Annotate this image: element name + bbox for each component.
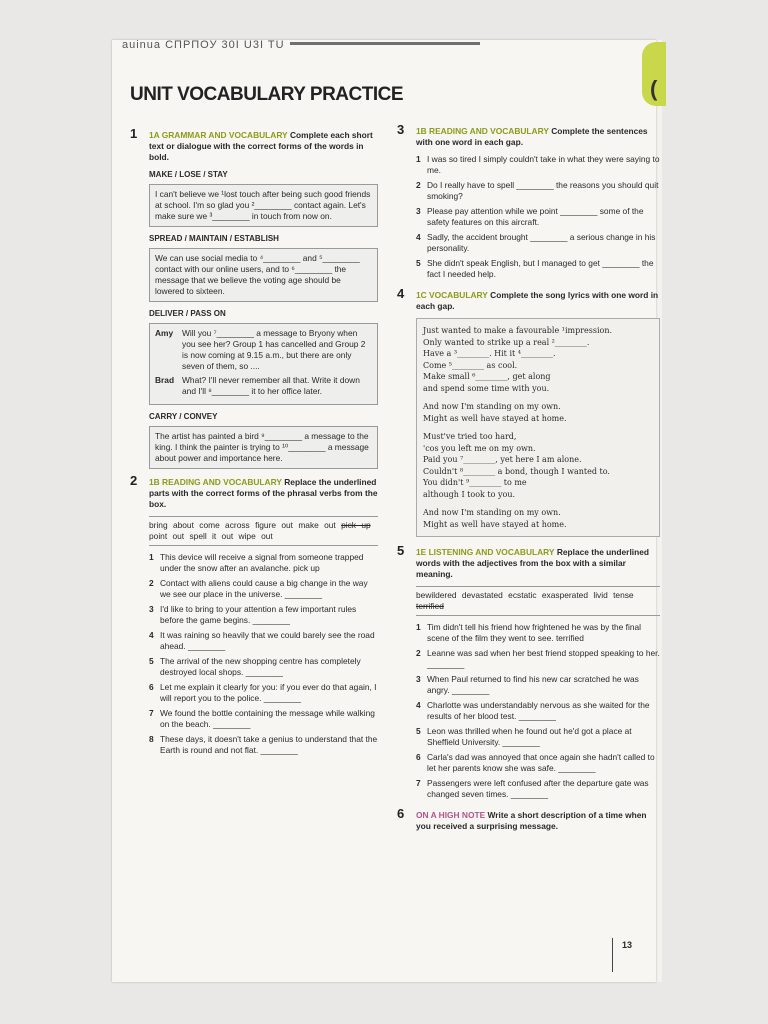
lyric-line: Come ⁵________ as cool. [423,360,518,370]
word-group-label: CARRY / CONVEY [149,412,218,421]
list-item [149,630,378,652]
item-number: 4 [149,630,154,640]
box-word-used: pick up [341,520,371,530]
item-text: It was raining so heavily that we could barely see the road ahead. ________ [160,630,375,651]
word-box [149,516,378,546]
exercise-tag: 1E LISTENING AND VOCABULARY [416,547,555,557]
left-column [128,126,378,760]
item-text: She didn't speak English, but I managed to get ________ the fact I needed help. [427,258,654,279]
box-word: livid [593,590,608,600]
exercise-number: 2 [130,473,138,488]
box-word: wipe out [238,531,273,541]
dialogue-line [155,328,372,372]
text-box: The artist has painted a bird ⁹________ a message to the king. I think the painter is trying to ¹⁰________ a message about power and importance here. [149,426,378,469]
item-text: Sadly, the accident brought ________ a serious change in his personality. [427,232,656,253]
exercise-instruction: Complete the sentences with one word in each gap. [416,126,648,147]
lyrics-stanza [423,325,653,394]
box-word: exasperated [541,590,588,600]
exercise-number: 5 [397,543,405,558]
exercise-instruction: Complete the song lyrics with one word in each gap. [416,290,659,311]
box-word: figure out [255,520,293,530]
item-text: I'd like to bring to your attention a few important rules before the game begins. ________ [160,604,357,625]
box-word: come across [199,520,250,530]
list-item [416,752,660,774]
text-box: We can use social media to ⁴________ and ⁵________ contact with our online users, and to ⁶________ the message that we believe the voting age should be lowered to sixteen. [149,248,378,302]
exercise-2 [128,473,378,510]
box-word: tense [613,590,634,600]
item-text: We found the bottle containing the message while walking on the beach. ________ [160,708,375,729]
word-group-label: SPREAD / MAINTAIN / ESTABLISH [149,234,279,243]
exercise-instruction: Write a short description of a time when you received a surprising message. [416,810,647,831]
item-text: Tim didn't tell his friend how frightened he was by the final scene of the film they went to see. terrified [427,622,642,643]
song-lyrics-box [416,318,660,537]
exercise-number: 1 [130,126,138,141]
item-number: 2 [416,180,421,190]
item-text: When Paul returned to find his new car scratched he was angry. ________ [427,674,639,695]
exercise-tag: 1B READING AND VOCABULARY [416,126,549,136]
box-word-used: terrified [416,601,444,611]
item-number: 4 [416,700,421,710]
list-item [416,726,660,748]
list-item [416,258,660,280]
item-text: These days, it doesn't take a genius to understand that the Earth is round and not flat. ________ [160,734,378,755]
list-item [149,682,378,704]
page-number-rule [612,938,613,972]
item-text: Passengers were left confused after the departure gate was changed seven times. ________ [427,778,649,799]
speaker-text: Will you ⁷________ a message to Bryony when you see her? Group 1 has cancelled and Group 2 is now coming at 9.15 a.m., but there are only seven of them, so .... [182,328,366,371]
dialogue-box [149,323,378,405]
item-number: 7 [149,708,154,718]
speaker-name: Brad [155,375,175,385]
item-text: This device will receive a signal from someone trapped under the snow after an avalanche. pick up [160,552,364,573]
exercise-tag: 1B READING AND VOCABULARY [149,477,282,487]
box-word: spell it out [189,531,234,541]
item-text: Leanne was sad when her best friend stopped speaking to her. ________ [427,648,660,669]
exercise-6 [395,806,660,832]
list-item [416,778,660,800]
lyrics-stanza [423,401,653,424]
lyric-line: and spend some time with you. [423,383,550,393]
box-word: point out [149,531,185,541]
lyric-line: Make small ⁶________, get along [423,372,551,381]
item-number: 1 [149,552,154,562]
lyric-line: Might as well have stayed at home. [423,413,567,423]
item-number: 2 [416,648,421,658]
item-text: Charlotte was understandably nervous as she waited for the results of her blood test. ________ [427,700,650,721]
list-item [149,552,378,574]
word-group-label: MAKE / LOSE / STAY [149,170,228,179]
item-number: 8 [149,734,154,744]
item-number: 4 [416,232,421,242]
list-item [149,656,378,678]
box-word: devastated [461,590,503,600]
list-item [416,154,660,176]
exercise-number: 4 [397,286,405,301]
item-number: 5 [149,656,154,666]
textbook-page [112,39,660,982]
lyric-line: Only wanted to strike up a real ²________. [423,337,590,347]
exercise-instruction: Replace the underlined parts with the correct forms of the phrasal verbs from the box. [149,477,378,509]
list-item [416,700,660,722]
item-number: 2 [149,578,154,588]
box-word: make out [298,520,336,530]
box-word: bring about [149,520,194,530]
page-number: 13 [622,940,633,950]
lyric-line: Might as well have stayed at home. [423,519,567,529]
item-text: Contact with aliens could cause a big change in the way we see our place in the universe. ________ [160,578,368,599]
item-number: 7 [416,778,421,788]
exercise-5 [395,543,660,580]
exercise-number: 6 [397,806,405,821]
exercise-instruction: Complete each short text or dialogue with the correct forms of the words in bold. [149,130,373,162]
lyric-line: Have a ³________. Hit it ⁴________. [423,349,556,358]
list-item [149,734,378,756]
item-text: Carla's dad was annoyed that once again she hadn't called to let her parents know she was safe. ________ [427,752,655,773]
item-number: 1 [416,154,421,164]
box-word: ecstatic [508,590,537,600]
text-box: I can't believe we ¹lost touch after being such good friends at school. I'm so glad you ²________ contact again. Let's make sure we ³________ in touch from now on. [149,184,378,227]
header-rule [290,42,480,45]
lyric-line: And now I'm standing on my own. [423,402,561,411]
list-item [416,232,660,254]
item-number: 5 [416,726,421,736]
exercise-instruction: Replace the underlined words with the adjectives from the box with a similar meaning. [416,547,649,579]
word-box [416,586,660,616]
lyric-line: although I took to you. [423,489,516,499]
unit-tab-letter: ( [650,76,658,101]
box-word: bewildered [416,590,457,600]
exercise-4 [395,286,660,312]
exercise-3 [395,122,660,148]
item-text: Let me explain it clearly for you: if you ever do that again, I will report you to the police. ________ [160,682,377,703]
exercise-tag: 1C VOCABULARY [416,290,488,300]
exercise-tag: ON A HIGH NOTE [416,810,486,820]
item-text: Leon was thrilled when he found out he'd got a place at Sheffield University. ________ [427,726,632,747]
exercise-number: 3 [397,122,405,137]
item-text: Do I really have to spell ________ the reasons you should quit smoking? [427,180,659,201]
item-text: The arrival of the new shopping centre has completely destroyed local shops. ________ [160,656,361,677]
lyric-line: Just wanted to make a favourable ¹impression. [423,326,613,335]
right-column [395,122,660,838]
item-number: 1 [416,622,421,632]
speaker-name: Amy [155,328,174,338]
list-item [416,206,660,228]
item-number: 3 [149,604,154,614]
speaker-text: What? I'll never remember all that. Write it down and I'll ⁸________ it to her office later. [182,375,360,396]
list-item [416,648,660,670]
lyric-line: You didn't ⁹________ to me [423,478,527,487]
exercise-1 [128,126,378,163]
lyric-line: And now I'm standing on my own. [423,508,561,517]
lyric-line: Paid you ⁷________, yet here I am alone. [423,455,582,464]
list-item [416,622,660,644]
item-number: 3 [416,674,421,684]
list-item [149,708,378,730]
lyric-line: Couldn't ⁸________ a bond, though I wanted to. [423,466,610,476]
exercise-tag: 1A GRAMMAR AND VOCABULARY [149,130,288,140]
lyrics-stanza [423,431,653,500]
list-item [416,674,660,696]
item-number: 3 [416,206,421,216]
item-text: Please pay attention while we point ________ some of the safety features on this aircraft. [427,206,644,227]
lyrics-stanza [423,507,653,530]
item-number: 6 [416,752,421,762]
word-group-label: DELIVER / PASS ON [149,309,226,318]
lyric-line: Must've tried too hard, [423,432,517,441]
cropped-header-text: auinua CПРПОУ 30I U3I TU [122,39,285,51]
item-text: I was so tired I simply couldn't take in what they were saying to me. [427,154,660,175]
list-item [149,604,378,626]
list-item [416,180,660,202]
item-number: 5 [416,258,421,268]
lyric-line: 'cos you left me on my own. [423,443,536,453]
dialogue-line [155,375,372,397]
page-title: UNIT VOCABULARY PRACTICE [130,84,404,105]
item-number: 6 [149,682,154,692]
list-item [149,578,378,600]
